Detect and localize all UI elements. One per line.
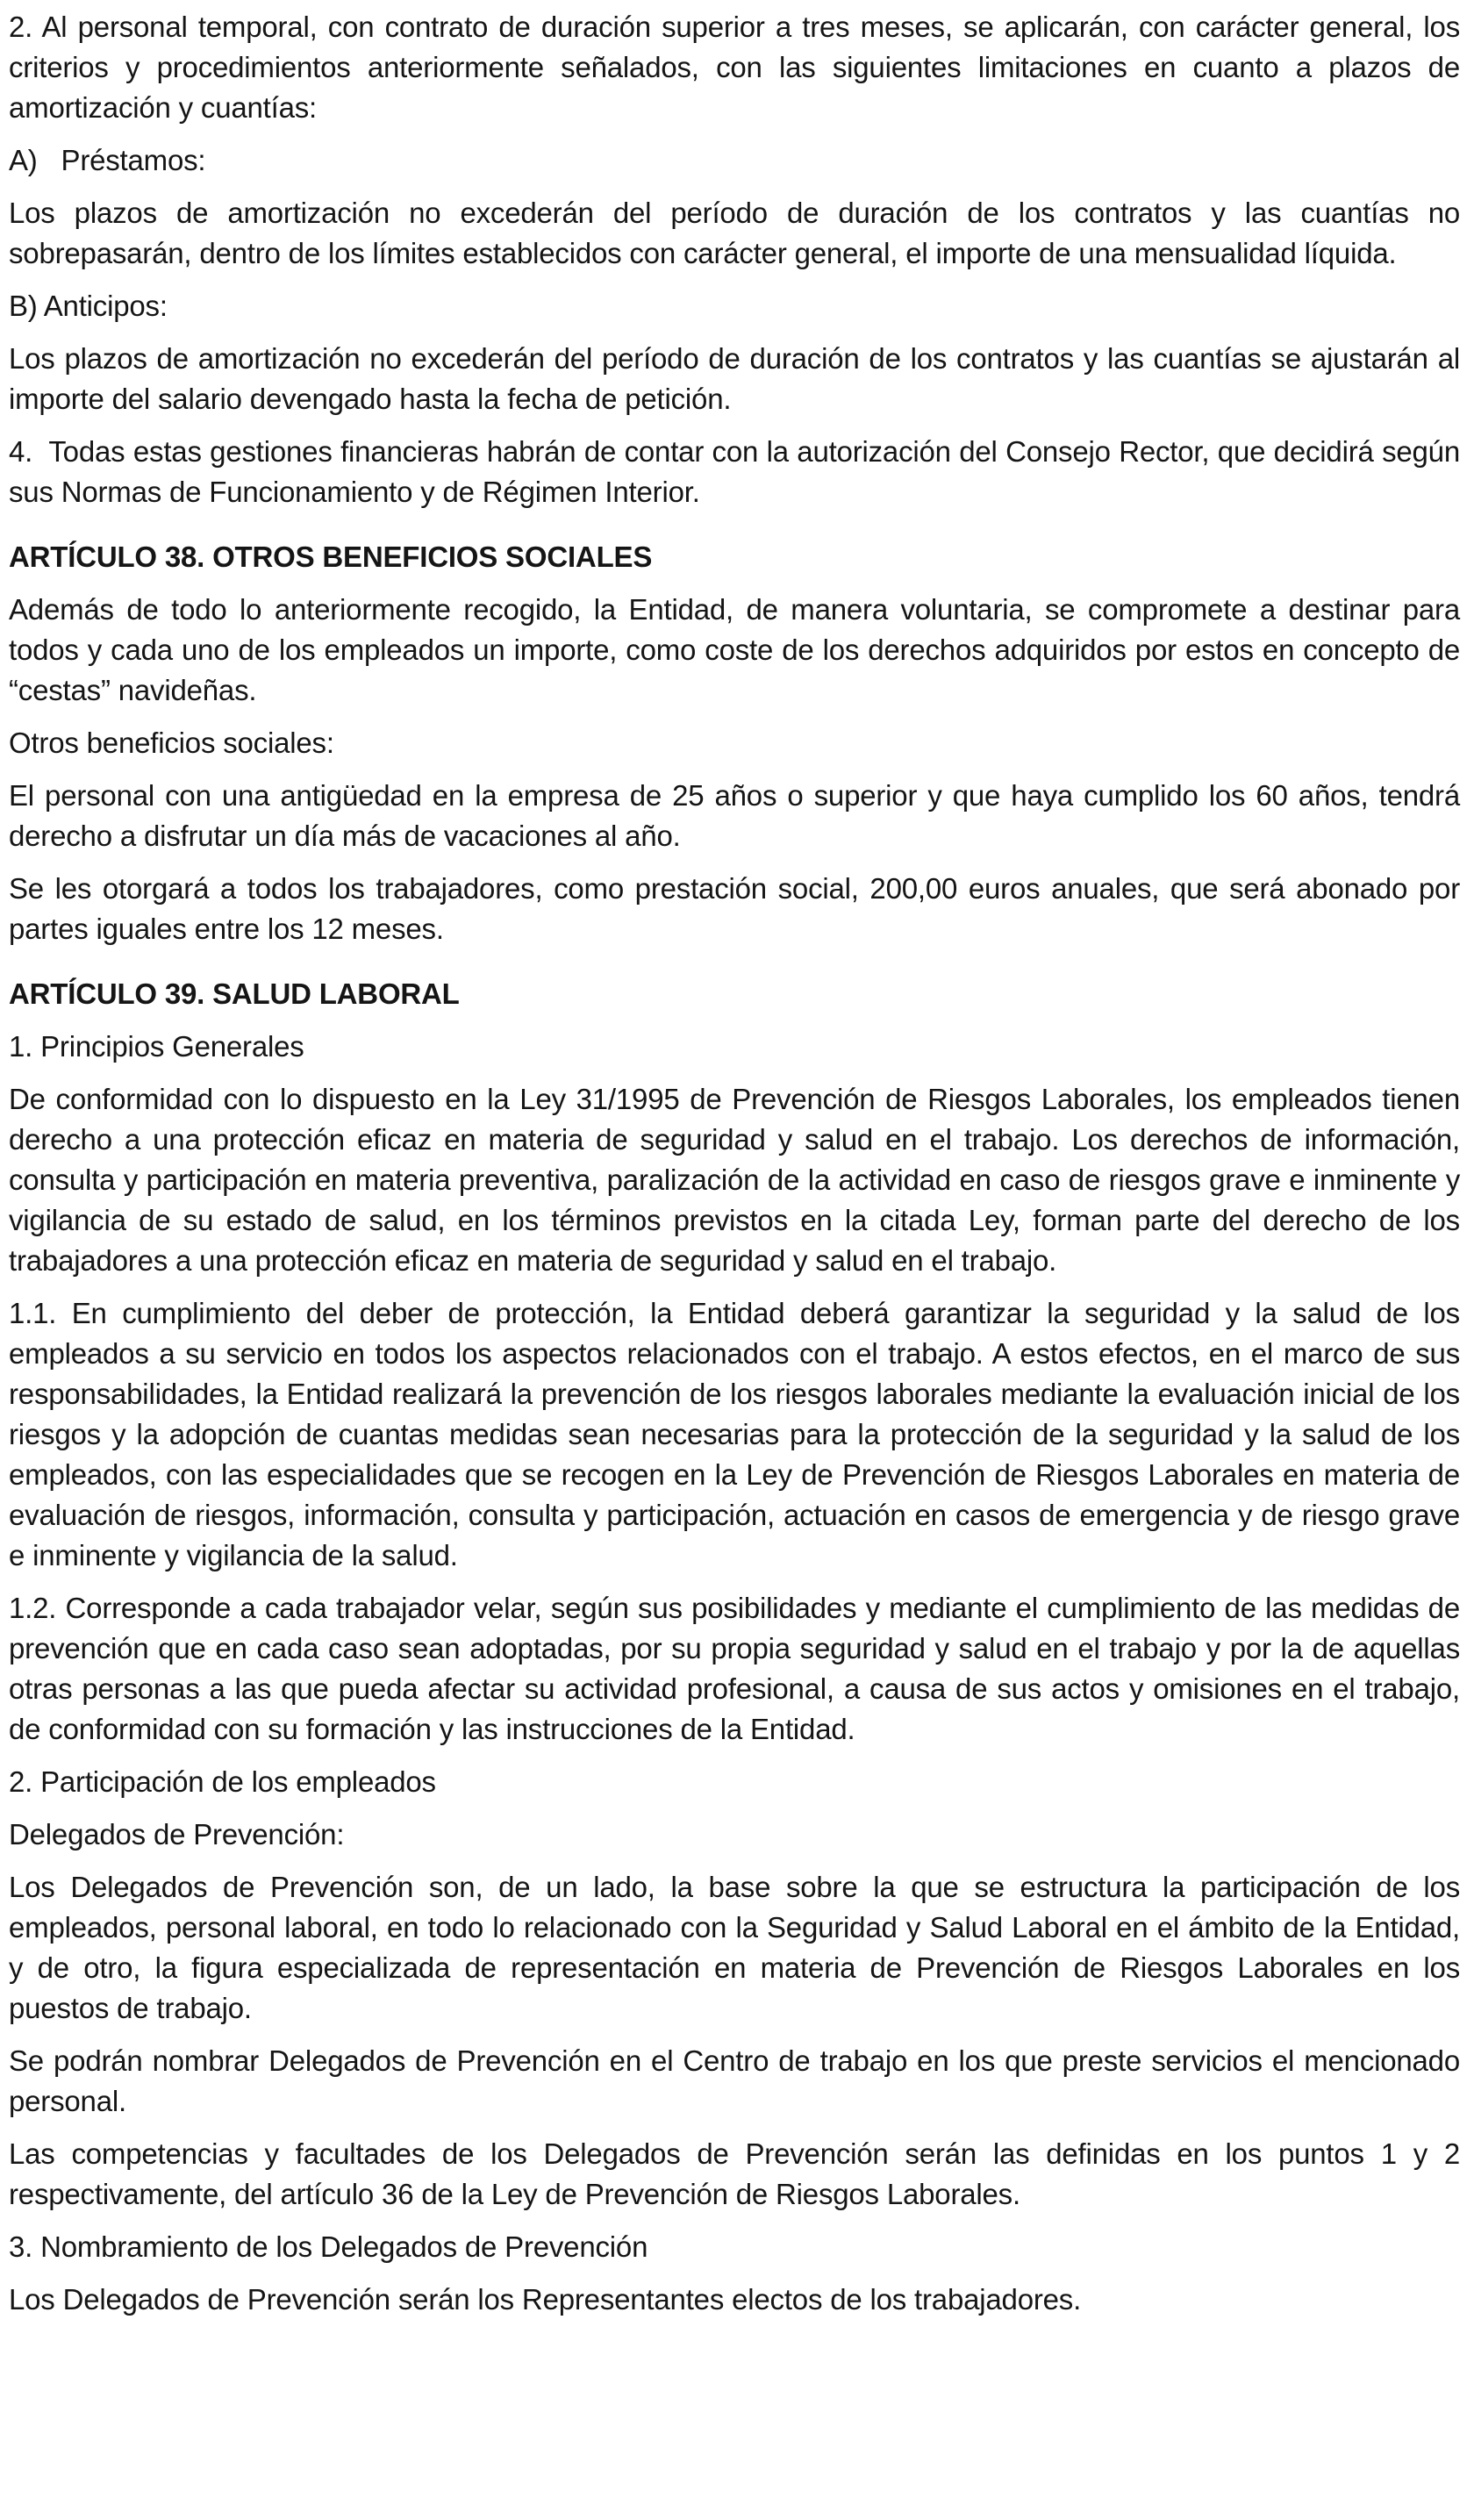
label-prestamos: A) Préstamos: [9, 144, 206, 176]
para-competencias-facultades: Las competencias y facultades de los Delegados de Prevención serán las definidas en los puntos 1 y 2 respectivamente, del artículo 36 de la Ley de Prevención de Riesgos Laborales. [9, 2137, 1460, 2210]
para-nombrar-delegados: Se podrán nombrar Delegados de Prevención en el Centro de trabajo en los que preste servicios el mencionado personal. [9, 2044, 1460, 2117]
heading-articulo-39: ARTÍCULO 39. SALUD LABORAL [9, 977, 460, 1010]
para-cestas-navidenas: Además de todo lo anteriormente recogido, la Entidad, de manera voluntaria, se compromete a destinar para todos y cada uno de los empleados un importe, como coste de los derechos adquiridos por estos en concepto de “cestas” navideñas. [9, 593, 1460, 706]
para-plazos-prestamos: Los plazos de amortización no excederán del período de duración de los contratos y las cuantías no sobrepasarán, dentro de los límites establecidos con carácter general, el importe de una mensualidad líquida. [9, 197, 1460, 269]
para-deber-proteccion: 1.1. En cumplimiento del deber de protección, la Entidad deberá garantizar la seguridad y la salud de los empleados a su servicio en todos los aspectos relacionados con el trabajo. A estos efectos, en el marco de sus responsabilidades, la Entidad realizará la prevención de los riesgos laborales mediante la evaluación inicial de los riesgos y la adopción de cuantas medidas sean necesarias para la protección de la seguridad y la salud de los empleados, con las especialidades que se recogen en la Ley de Prevención de Riesgos Laborales en materia de evaluación de riesgos, información, consulta y participación, actuación en casos de emergencia y de riesgo grave e inminente y vigilancia de la salud. [9, 1297, 1460, 1571]
para-ley-31-1995: De conformidad con lo dispuesto en la Ley 31/1995 de Prevención de Riesgos Laborales, los empleados tienen derecho a una protección eficaz en materia de seguridad y salud en el trabajo. Los derechos de información, consulta y participación en materia preventiva, paralización de la actividad en caso de riesgos grave e inminente y vigilancia de su estado de salud, en los términos previstos en la citada Ley, forman parte del derecho de los trabajadores a una protección eficaz en materia de seguridad y salud en el trabajo. [9, 1083, 1460, 1277]
heading-articulo-38: ARTÍCULO 38. OTROS BENEFICIOS SOCIALES [9, 541, 653, 573]
para-personal-temporal: 2. Al personal temporal, con contrato de duración superior a tres meses, se aplicarán, con carácter general, los criterios y procedimientos anteriormente señalados, con las siguientes limitaciones en cuanto a plazos de amortización y cuantías: [9, 11, 1460, 124]
para-representantes-electos: Los Delegados de Prevención serán los Representantes electos de los trabajadores. [9, 2283, 1082, 2316]
label-participacion-empleados: 2. Participación de los empleados [9, 1765, 436, 1798]
para-consejo-rector: 4. Todas estas gestiones financieras habrán de contar con la autorización del Consejo Rector, que decidirá según sus Normas de Funcionamiento y de Régimen Interior. [9, 435, 1460, 508]
para-corresponde-trabajador: 1.2. Corresponde a cada trabajador velar, según sus posibilidades y mediante el cumplimiento de las medidas de prevención que en cada caso sean adoptadas, por su propia seguridad y salud en el trabajo y por la de aquellas otras personas a las que pueda afectar su actividad profesional, a causa de sus actos y omisiones en el trabajo, de conformidad con su formación y las instrucciones de la Entidad. [9, 1592, 1460, 1745]
para-plazos-anticipos: Los plazos de amortización no excederán del período de duración de los contratos y las cuantías se ajustarán al importe del salario devengado hasta la fecha de petición. [9, 342, 1460, 415]
para-antiguedad-vacaciones: El personal con una antigüedad en la empresa de 25 años o superior y que haya cumplido los 60 años, tendrá derecho a disfrutar un día más de vacaciones al año. [9, 779, 1460, 852]
para-delegados-base: Los Delegados de Prevención son, de un lado, la base sobre la que se estructura la participación de los empleados, personal laboral, en todo lo relacionado con la Seguridad y Salud Laboral en el ámbito de la Entidad, y de otro, la figura especializada de representación en materia de Prevención de Riesgos Laborales en los puestos de trabajo. [9, 1871, 1460, 2024]
label-anticipos: B) Anticipos: [9, 290, 168, 322]
label-otros-beneficios: Otros beneficios sociales: [9, 727, 334, 759]
label-delegados-prevencion: Delegados de Prevención: [9, 1818, 345, 1851]
label-nombramiento-delegados: 3. Nombramiento de los Delegados de Prevención [9, 2230, 648, 2263]
para-prestacion-social: Se les otorgará a todos los trabajadores, como prestación social, 200,00 euros anuales, que será abonado por partes iguales entre los 12 meses. [9, 872, 1460, 945]
label-principios-generales: 1. Principios Generales [9, 1030, 304, 1063]
